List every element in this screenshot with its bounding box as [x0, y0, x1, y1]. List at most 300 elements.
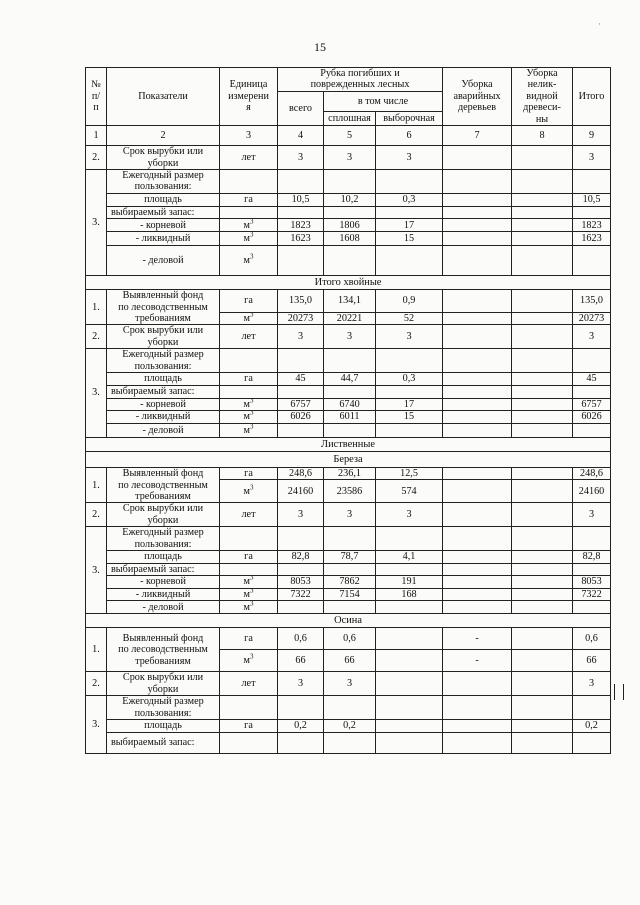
table-row: [86, 527, 611, 551]
value-cell: [512, 575, 573, 588]
unit-cell: лет: [220, 672, 278, 696]
value-cell: 24160: [278, 480, 324, 503]
indicator-annual: Ежегодный размер пользования:: [107, 349, 220, 373]
value-cell: 20273: [278, 312, 324, 325]
superscript-3: 3: [249, 398, 254, 405]
value-cell: 135,0: [573, 290, 611, 313]
value-cell: [443, 206, 512, 218]
value-cell: [443, 480, 512, 503]
superscript-3: 3: [249, 652, 254, 661]
value-cell: 1823: [278, 219, 324, 232]
forest-use-table: [85, 67, 611, 754]
value-cell: [573, 527, 611, 551]
value-cell: [512, 480, 573, 503]
table-row: [86, 563, 611, 575]
value-cell: [573, 732, 611, 753]
value-cell: [512, 551, 573, 563]
value-cell: [376, 349, 443, 373]
value-cell: [512, 503, 573, 527]
value-cell: [443, 411, 512, 424]
value-cell: 4,1: [376, 551, 443, 563]
indicator-fund: Выявленный фонд по лесоводственным требованиям: [107, 468, 220, 503]
section-conifer-total: Итого хвойные: [86, 276, 611, 290]
section-row: [86, 438, 611, 452]
unit-cell: $м^3$: [220, 575, 278, 588]
table-row: [86, 325, 611, 349]
value-cell: 3: [278, 672, 324, 696]
column-number: 9: [573, 126, 611, 146]
superscript-3: 3: [249, 575, 254, 582]
indicator-annual: Ежегодный размер пользования:: [107, 527, 220, 551]
unit-cell: га: [220, 720, 278, 732]
value-cell: 0,6: [573, 628, 611, 650]
value-cell: [443, 720, 512, 732]
indicator-area: площадь: [107, 551, 220, 563]
value-cell: [443, 672, 512, 696]
value-cell: [443, 325, 512, 349]
value-cell: [443, 503, 512, 527]
indicator-stock: выбираемый запас:: [107, 732, 220, 753]
value-cell: [278, 563, 324, 575]
unit-cell: $м^3$: [220, 312, 278, 325]
row-number: 3.: [86, 349, 107, 438]
superscript-3: 3: [249, 423, 254, 431]
value-cell: [512, 169, 573, 193]
header-unit: Единица измерени я: [220, 68, 278, 126]
value-cell: [573, 696, 611, 720]
unit-cell: $м^3$: [220, 650, 278, 672]
row-number: 2.: [86, 672, 107, 696]
value-cell: [324, 732, 376, 753]
header-row: [86, 68, 611, 92]
value-cell: 7862: [324, 575, 376, 588]
value-cell: [512, 325, 573, 349]
value-cell: [376, 527, 443, 551]
header-total: всего: [278, 91, 324, 125]
value-cell: [512, 146, 573, 170]
row-number: 1.: [86, 468, 107, 503]
value-cell: 3: [376, 503, 443, 527]
value-cell: [443, 290, 512, 313]
value-cell: [376, 385, 443, 398]
value-cell: 3: [376, 146, 443, 170]
value-cell: [573, 563, 611, 575]
value-cell: 3: [278, 503, 324, 527]
value-cell: [376, 732, 443, 753]
page-number: 15: [314, 40, 326, 54]
value-cell: 3: [324, 672, 376, 696]
value-cell: [443, 193, 512, 206]
header-rubka: Рубка погибших и поврежденных лесных: [278, 68, 443, 92]
value-cell: [376, 424, 443, 438]
column-number: 5: [324, 126, 376, 146]
superscript-3: 3: [249, 410, 254, 417]
value-cell: [573, 206, 611, 218]
value-cell: [376, 169, 443, 193]
table-row: [86, 672, 611, 696]
value-cell: [443, 219, 512, 232]
table-row: [86, 385, 611, 398]
value-cell: [443, 169, 512, 193]
indicator-area: площадь: [107, 193, 220, 206]
value-cell: [443, 373, 512, 385]
value-cell: 1608: [324, 232, 376, 246]
value-cell: 3: [324, 325, 376, 349]
value-cell: [278, 169, 324, 193]
value-cell: [443, 527, 512, 551]
unit-cell: $м^3$: [220, 588, 278, 600]
superscript-3: 3: [249, 588, 254, 595]
value-cell: [443, 312, 512, 325]
value-cell: 23586: [324, 480, 376, 503]
value-cell: [512, 385, 573, 398]
unit-cell: лет: [220, 325, 278, 349]
value-cell: [324, 527, 376, 551]
indicator-area: площадь: [107, 373, 220, 385]
value-cell: [324, 246, 376, 276]
value-cell: [512, 468, 573, 480]
value-cell: [573, 601, 611, 614]
value-cell: [278, 385, 324, 398]
value-cell: [512, 732, 573, 753]
unit-cell: [220, 527, 278, 551]
table-row: [86, 551, 611, 563]
header-solid: сплошная: [324, 112, 376, 126]
indicator-business: - деловой: [107, 424, 220, 438]
indicator-annual: Ежегодный размер пользования:: [107, 169, 220, 193]
table-row: [86, 290, 611, 313]
value-cell: 12,5: [376, 468, 443, 480]
value-cell: [443, 246, 512, 276]
value-cell: 6757: [573, 398, 611, 410]
value-cell: 82,8: [573, 551, 611, 563]
row-number: 2.: [86, 146, 107, 170]
indicator-business: - деловой: [107, 601, 220, 614]
value-cell: 0,9: [376, 290, 443, 313]
value-cell: [278, 601, 324, 614]
unit-cell: $м^3$: [220, 246, 278, 276]
indicator-liquid: - ликвидный: [107, 411, 220, 424]
value-cell: [512, 411, 573, 424]
value-cell: [324, 696, 376, 720]
value-cell: [512, 349, 573, 373]
unit-cell: $м^3$: [220, 480, 278, 503]
header-num: № п/ п: [86, 68, 107, 126]
value-cell: 3: [324, 503, 376, 527]
superscript-3: 3: [249, 312, 254, 319]
value-cell: [512, 588, 573, 600]
value-cell: [376, 246, 443, 276]
value-cell: [512, 219, 573, 232]
value-cell: [443, 468, 512, 480]
unit-cell: $м^3$: [220, 219, 278, 232]
indicator-srok: Срок вырубки или уборки: [107, 503, 220, 527]
superscript-3: 3: [249, 252, 254, 261]
unit-cell: $м^3$: [220, 411, 278, 424]
indicator-fund: Выявленный фонд по лесоводственным требованиям: [107, 628, 220, 672]
indicator-business: - деловой: [107, 246, 220, 276]
value-cell: 0,3: [376, 373, 443, 385]
value-cell: [376, 601, 443, 614]
value-cell: [512, 527, 573, 551]
unit-cell: га: [220, 468, 278, 480]
column-number: 7: [443, 126, 512, 146]
value-cell: 3: [573, 146, 611, 170]
value-cell: [443, 398, 512, 410]
value-cell: [324, 424, 376, 438]
value-cell: 44,7: [324, 373, 376, 385]
table-row: [86, 628, 611, 650]
value-cell: [512, 193, 573, 206]
indicator-srok: Срок вырубки или уборки: [107, 325, 220, 349]
value-cell: 574: [376, 480, 443, 503]
unit-cell: лет: [220, 503, 278, 527]
column-number: 1: [86, 126, 107, 146]
value-cell: [376, 206, 443, 218]
value-cell: 3: [573, 503, 611, 527]
value-cell: 3: [324, 146, 376, 170]
value-cell: 15: [376, 411, 443, 424]
value-cell: [278, 732, 324, 753]
value-cell: [512, 650, 573, 672]
value-cell: [512, 601, 573, 614]
unit-cell: га: [220, 193, 278, 206]
unit-cell: [220, 563, 278, 575]
corner-speck: ·: [598, 19, 601, 29]
value-cell: [278, 349, 324, 373]
indicator-root: - корневой: [107, 575, 220, 588]
value-cell: 6026: [573, 411, 611, 424]
value-cell: 248,6: [278, 468, 324, 480]
indicator-root: - корневой: [107, 398, 220, 410]
value-cell: [443, 588, 512, 600]
column-number: 3: [220, 126, 278, 146]
unit-cell: $м^3$: [220, 601, 278, 614]
value-cell: [324, 563, 376, 575]
value-cell: [512, 424, 573, 438]
value-cell: 6011: [324, 411, 376, 424]
value-cell: [573, 246, 611, 276]
column-numbers-row: [86, 126, 611, 146]
table-row: [86, 398, 611, 410]
row-number: 1.: [86, 628, 107, 672]
table-row: [86, 232, 611, 246]
value-cell: 6740: [324, 398, 376, 410]
value-cell: [376, 696, 443, 720]
value-cell: [376, 628, 443, 650]
header-emergency: Уборка аварийных деревьев: [443, 68, 512, 126]
row-number: 3.: [86, 527, 107, 614]
value-cell: 1623: [278, 232, 324, 246]
value-cell: [443, 146, 512, 170]
value-cell: 10,5: [573, 193, 611, 206]
value-cell: [278, 527, 324, 551]
unit-cell: лет: [220, 146, 278, 170]
value-cell: [573, 169, 611, 193]
value-cell: [512, 628, 573, 650]
unit-cell: [220, 696, 278, 720]
value-cell: [443, 424, 512, 438]
value-cell: 6757: [278, 398, 324, 410]
value-cell: [324, 601, 376, 614]
value-cell: 24160: [573, 480, 611, 503]
value-cell: 78,7: [324, 551, 376, 563]
row-number: 1.: [86, 290, 107, 325]
value-cell: [573, 385, 611, 398]
table-row: [86, 588, 611, 600]
table-row: [86, 349, 611, 373]
superscript-3: 3: [249, 483, 254, 492]
table-row: [86, 720, 611, 732]
table-row: [86, 169, 611, 193]
value-cell: 15: [376, 232, 443, 246]
value-cell: [443, 385, 512, 398]
header-indicator: Показатели: [107, 68, 220, 126]
margin-mark: [614, 684, 624, 700]
indicator-area: площадь: [107, 720, 220, 732]
value-cell: 17: [376, 398, 443, 410]
value-cell: 0,2: [324, 720, 376, 732]
indicator-srok: Срок вырубки или уборки: [107, 146, 220, 170]
value-cell: 1623: [573, 232, 611, 246]
value-cell: 135,0: [278, 290, 324, 313]
value-cell: [443, 575, 512, 588]
unit-cell: га: [220, 373, 278, 385]
value-cell: 0,2: [278, 720, 324, 732]
value-cell: 0,2: [573, 720, 611, 732]
value-cell: 17: [376, 219, 443, 232]
value-cell: [278, 246, 324, 276]
table-row: [86, 373, 611, 385]
value-cell: 3: [278, 325, 324, 349]
indicator-stock: выбираемый запас:: [107, 385, 220, 398]
row-number: 3.: [86, 696, 107, 753]
value-cell: 0,3: [376, 193, 443, 206]
table-row: [86, 575, 611, 588]
value-cell: 1806: [324, 219, 376, 232]
value-cell: [324, 169, 376, 193]
indicator-srok: Срок вырубки или уборки: [107, 672, 220, 696]
table-row: [86, 411, 611, 424]
value-cell: 134,1: [324, 290, 376, 313]
row-number: 2.: [86, 325, 107, 349]
value-cell: [512, 563, 573, 575]
value-cell: [512, 398, 573, 410]
table-row: [86, 246, 611, 276]
superscript-3: 3: [249, 231, 254, 239]
indicator-liquid: - ликвидный: [107, 588, 220, 600]
indicator-stock: выбираемый запас:: [107, 206, 220, 218]
value-cell: [443, 349, 512, 373]
value-cell: 10,5: [278, 193, 324, 206]
section-row: [86, 276, 611, 290]
value-cell: [443, 232, 512, 246]
value-cell: 20221: [324, 312, 376, 325]
section-deciduous: Лиственные: [86, 438, 611, 452]
header-selective: выборочная: [376, 112, 443, 126]
value-cell: [443, 563, 512, 575]
unit-cell: га: [220, 551, 278, 563]
column-number: 8: [512, 126, 573, 146]
value-cell: 3: [573, 672, 611, 696]
value-cell: [278, 206, 324, 218]
table-row: [86, 503, 611, 527]
value-cell: [512, 232, 573, 246]
value-cell: 6026: [278, 411, 324, 424]
section-aspen: Осина: [86, 614, 611, 628]
value-cell: 8053: [278, 575, 324, 588]
value-cell: [443, 696, 512, 720]
section-row: [86, 452, 611, 468]
value-cell: 248,6: [573, 468, 611, 480]
value-cell: [512, 206, 573, 218]
value-cell: 45: [278, 373, 324, 385]
unit-cell: га: [220, 290, 278, 313]
value-cell: 66: [573, 650, 611, 672]
row-number: 2.: [86, 503, 107, 527]
table-row: [86, 696, 611, 720]
table-row: [86, 601, 611, 614]
value-cell: [512, 696, 573, 720]
superscript-3: 3: [249, 600, 254, 608]
value-cell: [573, 349, 611, 373]
table-row: [86, 732, 611, 753]
value-cell: 191: [376, 575, 443, 588]
indicator-fund: Выявленный фонд по лесоводственным требованиям: [107, 290, 220, 325]
section-birch: Береза: [86, 452, 611, 468]
indicator-liquid: - ликвидный: [107, 232, 220, 246]
unit-cell: $м^3$: [220, 424, 278, 438]
value-cell: 52: [376, 312, 443, 325]
indicator-annual: Ежегодный размер пользования:: [107, 696, 220, 720]
value-cell: 10,2: [324, 193, 376, 206]
value-cell: 236,1: [324, 468, 376, 480]
unit-cell: [220, 349, 278, 373]
unit-cell: [220, 169, 278, 193]
column-number: 6: [376, 126, 443, 146]
value-cell: [376, 720, 443, 732]
table-row: [86, 468, 611, 480]
value-cell: [573, 424, 611, 438]
table-row: [86, 219, 611, 232]
value-cell: [376, 563, 443, 575]
value-cell: [512, 672, 573, 696]
value-cell: 3: [376, 325, 443, 349]
indicator-root: - корневой: [107, 219, 220, 232]
value-cell: [512, 290, 573, 313]
value-cell: [324, 385, 376, 398]
unit-cell: [220, 206, 278, 218]
value-cell: [443, 601, 512, 614]
column-number: 4: [278, 126, 324, 146]
value-cell: 1823: [573, 219, 611, 232]
value-cell: 0,6: [278, 628, 324, 650]
value-cell: [376, 650, 443, 672]
table-row: [86, 206, 611, 218]
unit-cell: [220, 385, 278, 398]
value-cell: [512, 312, 573, 325]
superscript-3: 3: [249, 218, 254, 226]
header-itogo: Итого: [573, 68, 611, 126]
column-number: 2: [107, 126, 220, 146]
header-nonliquid: Уборка нелик- видной древеси- ны: [512, 68, 573, 126]
value-cell: 3: [278, 146, 324, 170]
value-cell: 7322: [573, 588, 611, 600]
unit-cell: $м^3$: [220, 398, 278, 410]
value-cell: [278, 424, 324, 438]
value-cell: -: [443, 650, 512, 672]
section-row: [86, 614, 611, 628]
